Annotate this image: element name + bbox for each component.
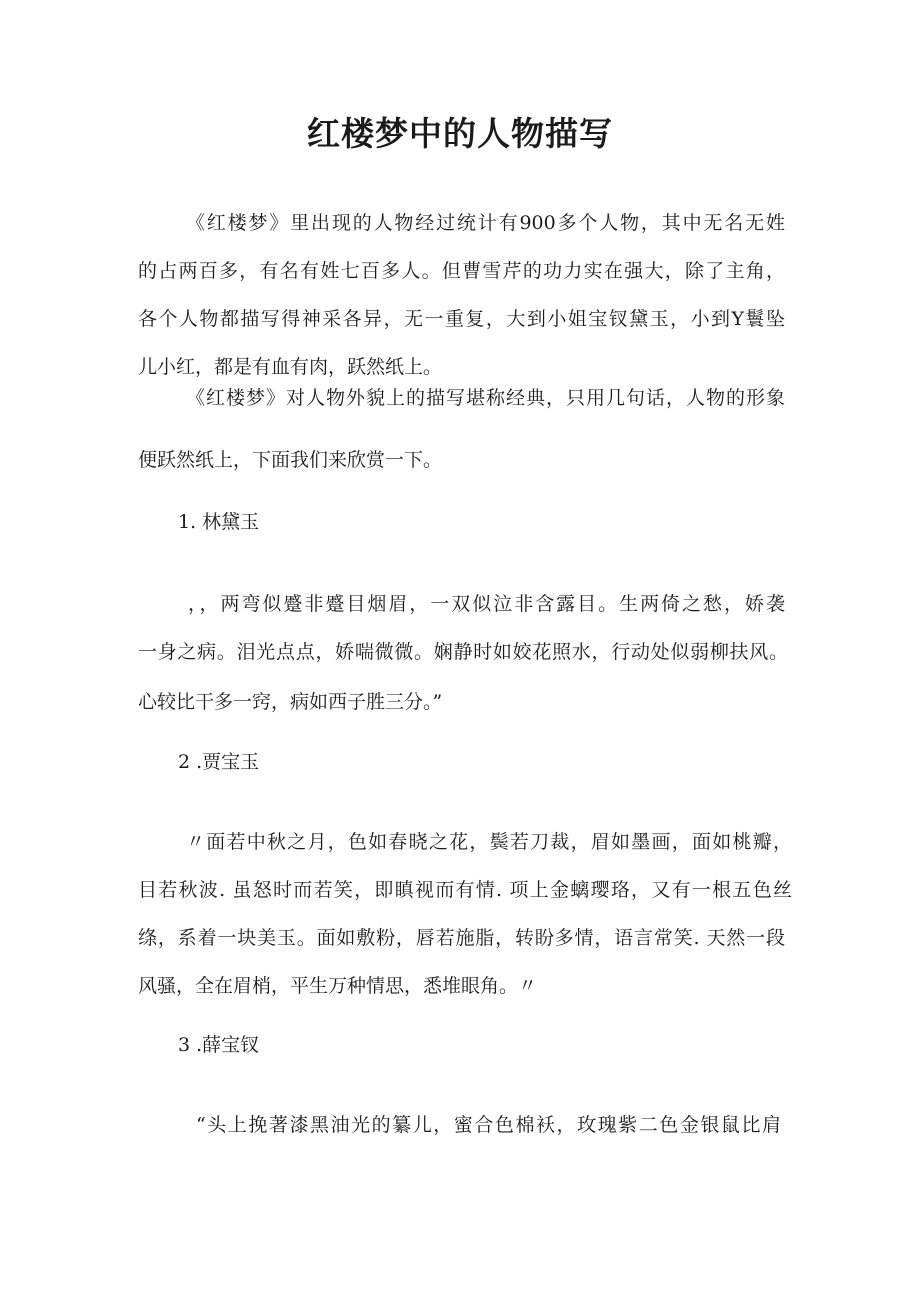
section-1-line-3: 心较比干多一窍，病如西子胜三分。” <box>138 691 443 713</box>
intro-p1-line-4: 儿小红，都是有血有肉，跃然纸上。 <box>138 356 443 378</box>
section-heading-jia-baoyu: 2 .贾宝玉 <box>178 751 260 773</box>
section-heading-xue-baochai: 3 .薛宝钗 <box>178 1034 260 1056</box>
intro-p1-line-1: 《红楼梦》里出现的人物经过统计有900多个人物，其中无名无姓 <box>186 212 785 234</box>
section-3-line-1: “头上挽著漆黑油光的纂儿，蜜合色棉袄，玫瑰紫二色金银鼠比肩 <box>196 1114 781 1136</box>
section-1-line-1: ，，两弯似蹙非蹙目烟眉，一双似泣非含露目。生两倚之愁，娇袭 <box>188 593 785 615</box>
intro-p2-line-1: 《红楼梦》对人物外貌上的描写堪称经典，只用几句话，人物的形象 <box>186 387 785 409</box>
document-title: 红楼梦中的人物描写 <box>307 114 613 153</box>
intro-p1-line-2: 的占两百多，有名有姓七百多人。但曹雪芹的功力实在强大，除了主角， <box>138 260 785 282</box>
section-2-line-1: 〃面若中秋之月，色如春晓之花，鬓若刀裁，眉如墨画，面如桃瓣， <box>186 831 792 853</box>
section-2-line-2: 目若秋波. 虽怒时而若笑，即瞋视而有情. 项上金螭璎珞，又有一根五色丝 <box>138 879 792 901</box>
section-2-line-4: 风骚，全在眉梢，平生万种情思，悉堆眼角。〃 <box>138 975 538 997</box>
section-1-line-2: 一身之病。泪光点点，娇喘微微。娴静时如姣花照水，行动处似弱柳扶风。 <box>138 641 788 663</box>
intro-p1-line-3: 各个人物都描写得神采各异，无一重复，大到小姐宝钗黛玉，小到Y鬟坠 <box>138 308 785 330</box>
section-heading-lin-daiyu: 1. 林黛玉 <box>178 511 260 533</box>
intro-p2-line-2: 便跃然纸上，下面我们来欣赏一下。 <box>138 449 443 471</box>
section-2-line-3: 绦，系着一块美玉。面如敷粉，唇若施脂，转盼多情，语言常笑. 天然一段 <box>138 927 785 949</box>
